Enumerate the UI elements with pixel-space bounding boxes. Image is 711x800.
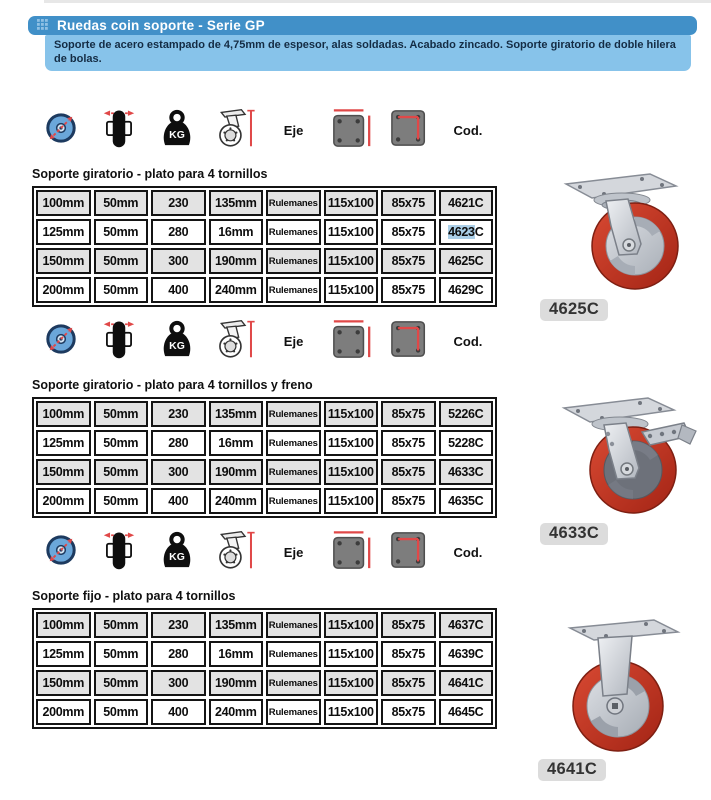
spec-cell: 4621C bbox=[439, 190, 494, 216]
spec-cell: 230 bbox=[151, 612, 206, 638]
svg-text:KG: KG bbox=[169, 551, 186, 563]
spec-cell: 300 bbox=[151, 670, 206, 696]
spec-cell: 85x75 bbox=[381, 488, 436, 514]
spec-cell: 280 bbox=[151, 641, 206, 667]
spec-cell: 125mm bbox=[36, 430, 91, 456]
plate-size-icon bbox=[330, 318, 374, 365]
spec-cell: 85x75 bbox=[381, 430, 436, 456]
spec-cell: 50mm bbox=[94, 670, 149, 696]
spec-cell: 50mm bbox=[94, 401, 149, 427]
spec-cell: 115x100 bbox=[324, 430, 379, 456]
product-figure-swivel bbox=[538, 168, 698, 321]
spec-cell: 150mm bbox=[36, 248, 91, 274]
spec-cell: 4637C bbox=[439, 612, 494, 638]
spec-cell: 115x100 bbox=[324, 670, 379, 696]
spec-cell: 4645C bbox=[439, 699, 494, 725]
spec-cell: 5228C bbox=[439, 430, 494, 456]
spec-cell: 50mm bbox=[94, 248, 149, 274]
wheel-width-icon bbox=[102, 107, 136, 154]
spec-cell: 85x75 bbox=[381, 612, 436, 638]
spec-cell: 230 bbox=[151, 401, 206, 427]
spec-cell: 115x100 bbox=[324, 190, 379, 216]
code-column-label: Cod. bbox=[453, 333, 483, 349]
icon-row-slot bbox=[32, 522, 497, 582]
spec-table-fixed bbox=[32, 608, 497, 729]
spec-cell: 200mm bbox=[36, 277, 91, 303]
axle-column-label: Eje bbox=[283, 333, 304, 349]
spec-cell: 280 bbox=[151, 219, 206, 245]
spec-cell: 4635C bbox=[439, 488, 494, 514]
spec-cell: Rulemanes bbox=[266, 277, 321, 303]
series-header-bar bbox=[28, 16, 697, 35]
spec-cell: Rulemanes bbox=[266, 248, 321, 274]
spec-cell: 115x100 bbox=[324, 248, 379, 274]
page-edge-artifact bbox=[44, 0, 711, 3]
spec-cell: 200mm bbox=[36, 488, 91, 514]
spec-cell: 50mm bbox=[94, 488, 149, 514]
spec-cell: 240mm bbox=[209, 488, 264, 514]
spec-cell: 85x75 bbox=[381, 699, 436, 725]
spec-table-swivel bbox=[32, 186, 497, 307]
spec-cell: 240mm bbox=[209, 277, 264, 303]
spec-cell: 400 bbox=[151, 699, 206, 725]
load-capacity-kg-icon bbox=[158, 320, 196, 363]
product-code-badge: 4641C bbox=[538, 759, 606, 781]
section-fixed-plate bbox=[32, 522, 497, 729]
spec-cell: 4623 C bbox=[439, 219, 494, 245]
spec-cell: 50mm bbox=[94, 219, 149, 245]
section-swivel-plate bbox=[32, 100, 497, 307]
spec-cell: Rulemanes bbox=[266, 401, 321, 427]
load-capacity-kg-icon bbox=[158, 531, 196, 574]
spec-cell: 5226C bbox=[439, 401, 494, 427]
code-column-label: Cod. bbox=[453, 122, 483, 138]
product-photo-brake-caster bbox=[538, 392, 700, 516]
page-title: Ruedas coin soporte - Serie GP bbox=[57, 17, 265, 33]
spec-cell: 100mm bbox=[36, 190, 91, 216]
spec-cell: 115x100 bbox=[324, 488, 379, 514]
spec-cell: 85x75 bbox=[381, 401, 436, 427]
spec-cell: Rulemanes bbox=[266, 612, 321, 638]
code-column-label: Cod. bbox=[453, 544, 483, 560]
spec-cell: 280 bbox=[151, 430, 206, 456]
series-description: Soporte de acero estampado de 4,75mm de espesor, alas soldadas. Acabado zincado. Soporte giratorio de doble hilera de bolas. bbox=[45, 35, 691, 71]
svg-text:KG: KG bbox=[169, 129, 186, 141]
spec-cell: Rulemanes bbox=[266, 670, 321, 696]
spec-cell: 135mm bbox=[209, 401, 264, 427]
spec-cell: 4639C bbox=[439, 641, 494, 667]
spec-cell: 85x75 bbox=[381, 670, 436, 696]
spec-cell: 50mm bbox=[94, 459, 149, 485]
spec-cell: 4625C bbox=[439, 248, 494, 274]
product-figure-fixed bbox=[536, 616, 696, 781]
spec-cell: 150mm bbox=[36, 670, 91, 696]
spec-cell: 240mm bbox=[209, 699, 264, 725]
mount-height-icon bbox=[214, 529, 256, 576]
spec-cell: 4641C bbox=[439, 670, 494, 696]
product-photo-fixed-caster bbox=[536, 616, 696, 752]
spec-cell: 4633C bbox=[439, 459, 494, 485]
bolt-hole-spacing-icon bbox=[389, 108, 431, 153]
wheel-width-icon bbox=[102, 529, 136, 576]
mount-height-icon bbox=[214, 107, 256, 154]
spec-cell: 16mm bbox=[209, 219, 264, 245]
spec-cell: 150mm bbox=[36, 459, 91, 485]
catalog-content bbox=[32, 100, 497, 733]
spec-cell: 300 bbox=[151, 248, 206, 274]
wheel-width-icon bbox=[102, 318, 136, 365]
spec-cell: 50mm bbox=[94, 612, 149, 638]
icon-row-slot bbox=[32, 311, 497, 371]
spec-cell: 115x100 bbox=[324, 459, 379, 485]
load-capacity-kg-icon bbox=[158, 109, 196, 152]
spec-cell: 4629C bbox=[439, 277, 494, 303]
wheel-diameter-icon bbox=[45, 323, 77, 360]
spec-cell: 50mm bbox=[94, 277, 149, 303]
spec-cell: Rulemanes bbox=[266, 641, 321, 667]
selected-text: 4623 bbox=[448, 225, 475, 239]
spec-cell: 115x100 bbox=[324, 401, 379, 427]
spec-cell: Rulemanes bbox=[266, 190, 321, 216]
spec-cell: 50mm bbox=[94, 699, 149, 725]
wheel-diameter-icon bbox=[45, 112, 77, 149]
section-title: Soporte giratorio - plato para 4 tornillos y freno bbox=[32, 378, 313, 392]
spec-cell: 100mm bbox=[36, 401, 91, 427]
section-title: Soporte fijo - plato para 4 tornillos bbox=[32, 589, 236, 603]
spec-cell: 85x75 bbox=[381, 190, 436, 216]
product-photo-swivel-caster bbox=[538, 168, 698, 292]
spec-cell: 16mm bbox=[209, 430, 264, 456]
grid-icon bbox=[37, 17, 48, 35]
spec-cell: 190mm bbox=[209, 459, 264, 485]
bolt-hole-spacing-icon bbox=[389, 530, 431, 575]
plate-size-icon bbox=[330, 107, 374, 154]
spec-cell: 16mm bbox=[209, 641, 264, 667]
spec-cell: 50mm bbox=[94, 641, 149, 667]
spec-cell: 125mm bbox=[36, 641, 91, 667]
plate-size-icon bbox=[330, 529, 374, 576]
wheel-diameter-icon bbox=[45, 534, 77, 571]
spec-cell: 135mm bbox=[209, 612, 264, 638]
spec-cell: 50mm bbox=[94, 430, 149, 456]
product-code-badge: 4633C bbox=[540, 523, 608, 545]
spec-cell: 300 bbox=[151, 459, 206, 485]
spec-cell: Rulemanes bbox=[266, 459, 321, 485]
spec-cell: 50mm bbox=[94, 190, 149, 216]
spec-cell: 85x75 bbox=[381, 641, 436, 667]
spec-cell: 115x100 bbox=[324, 641, 379, 667]
mount-height-icon bbox=[214, 318, 256, 365]
column-icon-header bbox=[32, 100, 497, 160]
section-title: Soporte giratorio - plato para 4 tornillos bbox=[32, 167, 268, 181]
bolt-hole-spacing-icon bbox=[389, 319, 431, 364]
product-code-badge: 4625C bbox=[540, 299, 608, 321]
axle-column-label: Eje bbox=[283, 544, 304, 560]
svg-text:KG: KG bbox=[169, 340, 186, 352]
product-figure-swivel-brake bbox=[538, 392, 700, 545]
spec-cell: Rulemanes bbox=[266, 488, 321, 514]
spec-cell: 125mm bbox=[36, 219, 91, 245]
spec-cell: 400 bbox=[151, 277, 206, 303]
spec-cell: 85x75 bbox=[381, 219, 436, 245]
icon-row-slot bbox=[32, 100, 497, 160]
spec-cell: Rulemanes bbox=[266, 430, 321, 456]
spec-cell: 230 bbox=[151, 190, 206, 216]
section-swivel-plate-brake bbox=[32, 311, 497, 518]
spec-cell: 115x100 bbox=[324, 219, 379, 245]
spec-cell: 135mm bbox=[209, 190, 264, 216]
spec-cell: 115x100 bbox=[324, 699, 379, 725]
spec-cell: Rulemanes bbox=[266, 219, 321, 245]
column-icon-header bbox=[32, 311, 497, 371]
spec-cell: 85x75 bbox=[381, 248, 436, 274]
spec-cell: 200mm bbox=[36, 699, 91, 725]
spec-cell: 85x75 bbox=[381, 459, 436, 485]
spec-cell: Rulemanes bbox=[266, 699, 321, 725]
column-icon-header bbox=[32, 522, 497, 582]
spec-table-swivel-brake bbox=[32, 397, 497, 518]
spec-cell: 85x75 bbox=[381, 277, 436, 303]
spec-cell: 400 bbox=[151, 488, 206, 514]
spec-cell: 115x100 bbox=[324, 277, 379, 303]
spec-cell: 100mm bbox=[36, 612, 91, 638]
spec-cell: 190mm bbox=[209, 670, 264, 696]
axle-column-label: Eje bbox=[283, 122, 304, 138]
spec-cell: 190mm bbox=[209, 248, 264, 274]
spec-cell: 115x100 bbox=[324, 612, 379, 638]
